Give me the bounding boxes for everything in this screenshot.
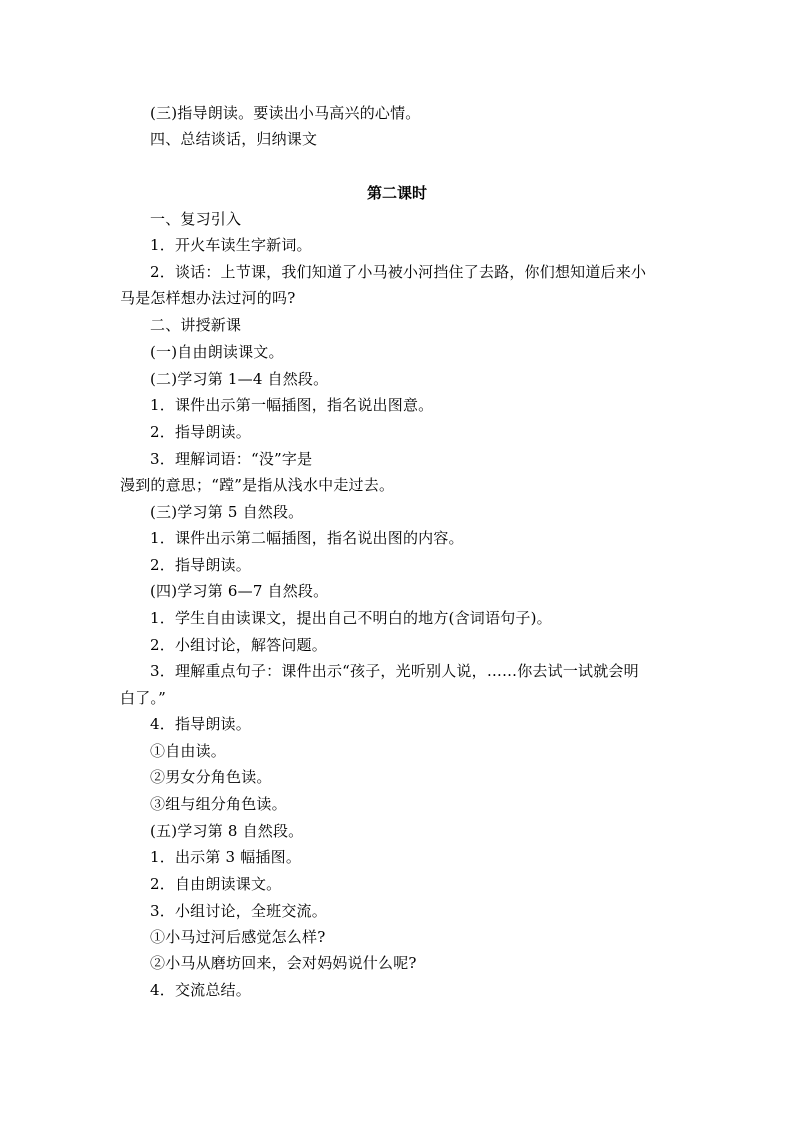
paragraph-line: 4．指导朗读。	[150, 715, 251, 733]
paragraph-line: 2．谈话：上节课，我们知道了小马被小河挡住了去路，你们想知道后来小	[150, 263, 647, 281]
paragraph-line: (四)学习第 6—7 自然段。	[150, 582, 329, 600]
paragraph-line: 4．交流总结。	[150, 981, 251, 999]
paragraph-line: 2．指导朗读。	[150, 556, 251, 574]
paragraph-line: 1．开火车读生字新词。	[150, 236, 312, 254]
paragraph-line: 一、复习引入	[150, 210, 242, 228]
paragraph-line: (三)指导朗读。要读出小马高兴的心情。	[150, 104, 421, 122]
paragraph-line: 漫到的意思；“蹚”是指从浅水中走过去。	[120, 476, 395, 494]
paragraph-line: 二、讲授新课	[150, 316, 242, 334]
paragraph-line: ②小马从磨坊回来，会对妈妈说什么呢?	[150, 954, 417, 972]
paragraph-line: 3．小组讨论，全班交流。	[150, 902, 327, 920]
paragraph-line: ②男女分角色读。	[150, 768, 272, 786]
paragraph-line: 3．理解重点句子：课件出示“孩子，光听别人说，……你去试一试就会明	[150, 662, 639, 680]
paragraph-line: 2．自由朗读课文。	[150, 875, 282, 893]
paragraph-line: (一)自由朗读课文。	[150, 343, 284, 361]
section-title: 第二课时	[366, 184, 427, 202]
paragraph-line: 2．指导朗读。	[150, 423, 251, 441]
paragraph-line: 1．课件出示第二幅插图，指名说出图的内容。	[150, 529, 464, 547]
paragraph-line: 马是怎样想办法过河的吗?	[120, 289, 296, 307]
paragraph-line: 四、总结谈话，归纳课文	[150, 130, 318, 148]
paragraph-line: (二)学习第 1—4 自然段。	[150, 370, 329, 388]
paragraph-line: 1．课件出示第一幅插图，指名说出图意。	[150, 396, 434, 414]
paragraph-line: 白了。”	[120, 689, 166, 707]
paragraph-line: ③组与组分角色读。	[150, 795, 287, 813]
paragraph-line: 1．出示第 3 幅插图。	[150, 848, 302, 866]
paragraph-line: 3．理解词语：“没”字是	[150, 450, 313, 468]
paragraph-line: 2．小组讨论，解答问题。	[150, 636, 327, 654]
paragraph-line: (五)学习第 8 自然段。	[150, 822, 304, 840]
paragraph-line: ①自由读。	[150, 742, 227, 760]
paragraph-line: 1．学生自由读课文，提出自己不明白的地方(含词语句子)。	[150, 609, 552, 627]
paragraph-line: (三)学习第 5 自然段。	[150, 503, 304, 521]
paragraph-line: ①小马过河后感觉怎么样?	[150, 928, 326, 946]
